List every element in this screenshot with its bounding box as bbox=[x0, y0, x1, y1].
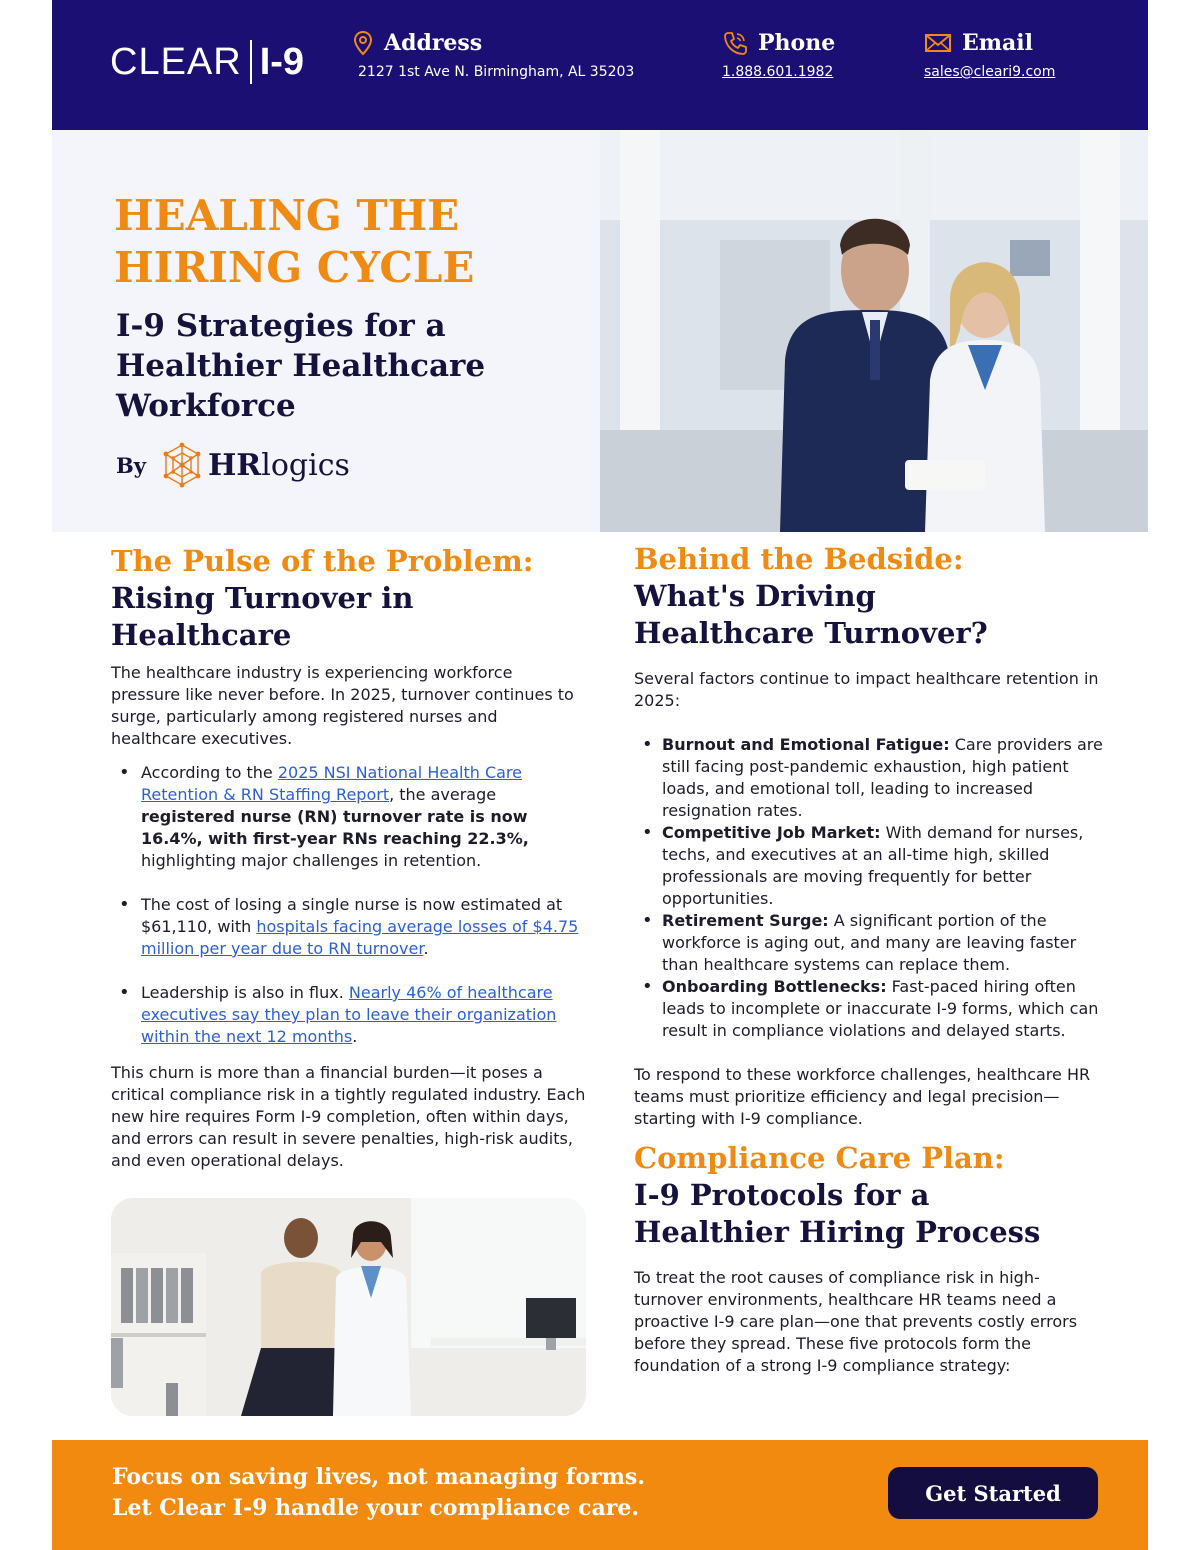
list-item bbox=[634, 734, 1104, 822]
protocols-heading-line-2: Healthier Hiring Process bbox=[634, 1215, 1041, 1249]
location-pin-icon bbox=[352, 30, 374, 56]
contact-address bbox=[352, 30, 634, 80]
hero-title bbox=[114, 190, 574, 294]
email-link[interactable]: sales@cleari9.com bbox=[924, 64, 1056, 80]
onboarding-photo bbox=[111, 1198, 586, 1416]
get-started-button[interactable]: Get Started bbox=[888, 1467, 1098, 1519]
bullet-1-pre: According to the bbox=[141, 763, 278, 782]
factor-4-title: Onboarding Bottlenecks: bbox=[662, 977, 887, 996]
bullet-1-bold: registered nurse (RN) turnover rate is now 16.4%, with first-year RNs reaching 22.3%, bbox=[141, 807, 529, 848]
footer-line-2: Let Clear I-9 handle your compliance care. bbox=[112, 1495, 640, 1521]
footer-line-1: Focus on saving lives, not managing forms. bbox=[112, 1464, 645, 1490]
hrlogics-hex-icon bbox=[160, 442, 204, 488]
bedside-heading: Behind the Bedside: bbox=[634, 542, 964, 576]
header-bar bbox=[52, 0, 1148, 130]
phone-icon bbox=[722, 30, 748, 56]
hero-subtitle bbox=[116, 306, 556, 426]
hero-photo-illustration bbox=[600, 130, 1148, 532]
envelope-icon bbox=[924, 32, 952, 54]
footer-tagline bbox=[112, 1462, 645, 1524]
factor-3-text: A significant portion of the workforce is aging out, and many are leaving faster than healthcare systems can replace them. bbox=[662, 911, 1077, 974]
turnover-heading-line-1: Rising Turnover in bbox=[111, 581, 414, 615]
care-plan-paragraph: To treat the root causes of compliance risk in high-turnover environments, healthcare HR teams need a proactive I-9 care plan—one that prevents costly errors before they spread. These five protocols form the foundation of a strong I-9 compliance strategy: bbox=[634, 1268, 1078, 1375]
respond-paragraph: To respond to these workforce challenges, healthcare HR teams must prioritize efficiency and legal precision—starting with I-9 compliance. bbox=[634, 1065, 1091, 1128]
bullet-2-post: . bbox=[423, 939, 429, 958]
bullet-1-post: highlighting major challenges in retention. bbox=[141, 851, 482, 870]
factor-4-text: Fast-paced hiring often leads to incomplete or inaccurate I-9 forms, which can result in compliance violations and delayed starts. bbox=[662, 977, 1099, 1040]
right-column bbox=[634, 541, 1104, 1377]
hero-photo-doctors bbox=[600, 130, 1148, 532]
left-column bbox=[111, 543, 586, 1172]
driving-heading-line-2: Healthcare Turnover? bbox=[634, 616, 988, 650]
bullet-3-post: . bbox=[352, 1027, 358, 1046]
hero-title-line-2: HIRING CYCLE bbox=[114, 243, 475, 292]
email-title: Email bbox=[962, 30, 1034, 56]
bullet-1-mid: , the average bbox=[389, 785, 497, 804]
logo-divider bbox=[250, 40, 252, 84]
phone-link[interactable]: 1.888.601.1982 bbox=[722, 64, 834, 80]
list-item bbox=[111, 982, 586, 1048]
address-title: Address bbox=[384, 30, 483, 56]
hospital-losses-link[interactable]: hospitals facing average losses of $4.75 million per year due to RN turnover bbox=[141, 917, 579, 958]
onboarding-photo-illustration bbox=[111, 1198, 586, 1416]
protocols-heading-line-1: I-9 Protocols for a bbox=[634, 1178, 930, 1212]
care-plan-heading: Compliance Care Plan: bbox=[634, 1141, 1005, 1175]
list-item bbox=[111, 894, 586, 960]
bullet-3-pre: Leadership is also in flux. bbox=[141, 983, 349, 1002]
factors-bullet-list bbox=[634, 734, 1104, 1042]
executives-leave-link[interactable]: Nearly 46% of healthcare executives say they plan to leave their organization within the next 12 months bbox=[141, 983, 557, 1046]
factor-2-text: With demand for nurses, techs, and executives at an all-time high, skilled professionals are moving frequently for better opportunities. bbox=[662, 823, 1084, 908]
churn-paragraph: This churn is more than a financial burden—it poses a critical compliance risk in a tightly regulated industry. Each new hire requires Form I-9 completion, often within days, and errors can result in severe penalties, high-risk audits, and even operational delays. bbox=[111, 1063, 586, 1170]
contact-phone bbox=[722, 30, 835, 80]
phone-title: Phone bbox=[758, 30, 836, 56]
factor-3-title: Retirement Surge: bbox=[662, 911, 829, 930]
hero-subtitle-line-3: Workforce bbox=[116, 388, 296, 424]
hero-subtitle-line-2: Healthier Healthcare bbox=[116, 348, 486, 384]
hero-title-line-1: HEALING THE bbox=[114, 191, 460, 240]
turnover-heading-line-2: Healthcare bbox=[111, 618, 292, 652]
driving-heading-line-1: What's Driving bbox=[634, 579, 876, 613]
nsi-report-link[interactable]: 2025 NSI National Health Care Retention & RN Staffing Report bbox=[141, 763, 522, 804]
list-item bbox=[634, 910, 1104, 976]
factors-intro: Several factors continue to impact healthcare retention in 2025: bbox=[634, 669, 1099, 710]
hrlogics-logo bbox=[160, 442, 350, 488]
logo-wordmark: CLEAR bbox=[110, 40, 242, 83]
cta-footer bbox=[52, 1440, 1148, 1550]
author-byline bbox=[116, 442, 350, 488]
hrlogics-wordmark bbox=[208, 448, 350, 483]
list-item bbox=[634, 822, 1104, 910]
list-item bbox=[634, 976, 1104, 1042]
hrlogics-wordmark-rest: logics bbox=[261, 447, 350, 483]
pulse-heading: The Pulse of the Problem: bbox=[111, 544, 534, 578]
pulse-intro: The healthcare industry is experiencing workforce pressure like never before. In 2025, turnover continues to surge, particularly among registered nurses and healthcare executives. bbox=[111, 663, 574, 748]
hero-panel bbox=[52, 130, 600, 532]
hero-subtitle-line-1: I-9 Strategies for a bbox=[116, 308, 446, 344]
clear-i9-logo[interactable] bbox=[110, 40, 304, 84]
logo-i9-mark: I-9 bbox=[259, 40, 305, 83]
list-item bbox=[111, 762, 586, 872]
factor-1-title: Burnout and Emotional Fatigue: bbox=[662, 735, 950, 754]
bullet-2-pre: The cost of losing a single nurse is now estimated at $61,110, with bbox=[141, 895, 563, 936]
hrlogics-wordmark-bold: HR bbox=[207, 447, 262, 483]
pulse-bullet-list bbox=[111, 762, 586, 1048]
factor-1-text: Care providers are still facing post-pandemic exhaustion, high patient loads, and emotional toll, leading to increased resignation rates. bbox=[662, 735, 1103, 820]
contact-email bbox=[924, 30, 1055, 80]
address-value: 2127 1st Ave N. Birmingham, AL 35203 bbox=[358, 64, 635, 80]
byline-label: By bbox=[116, 452, 146, 478]
factor-2-title: Competitive Job Market: bbox=[662, 823, 881, 842]
